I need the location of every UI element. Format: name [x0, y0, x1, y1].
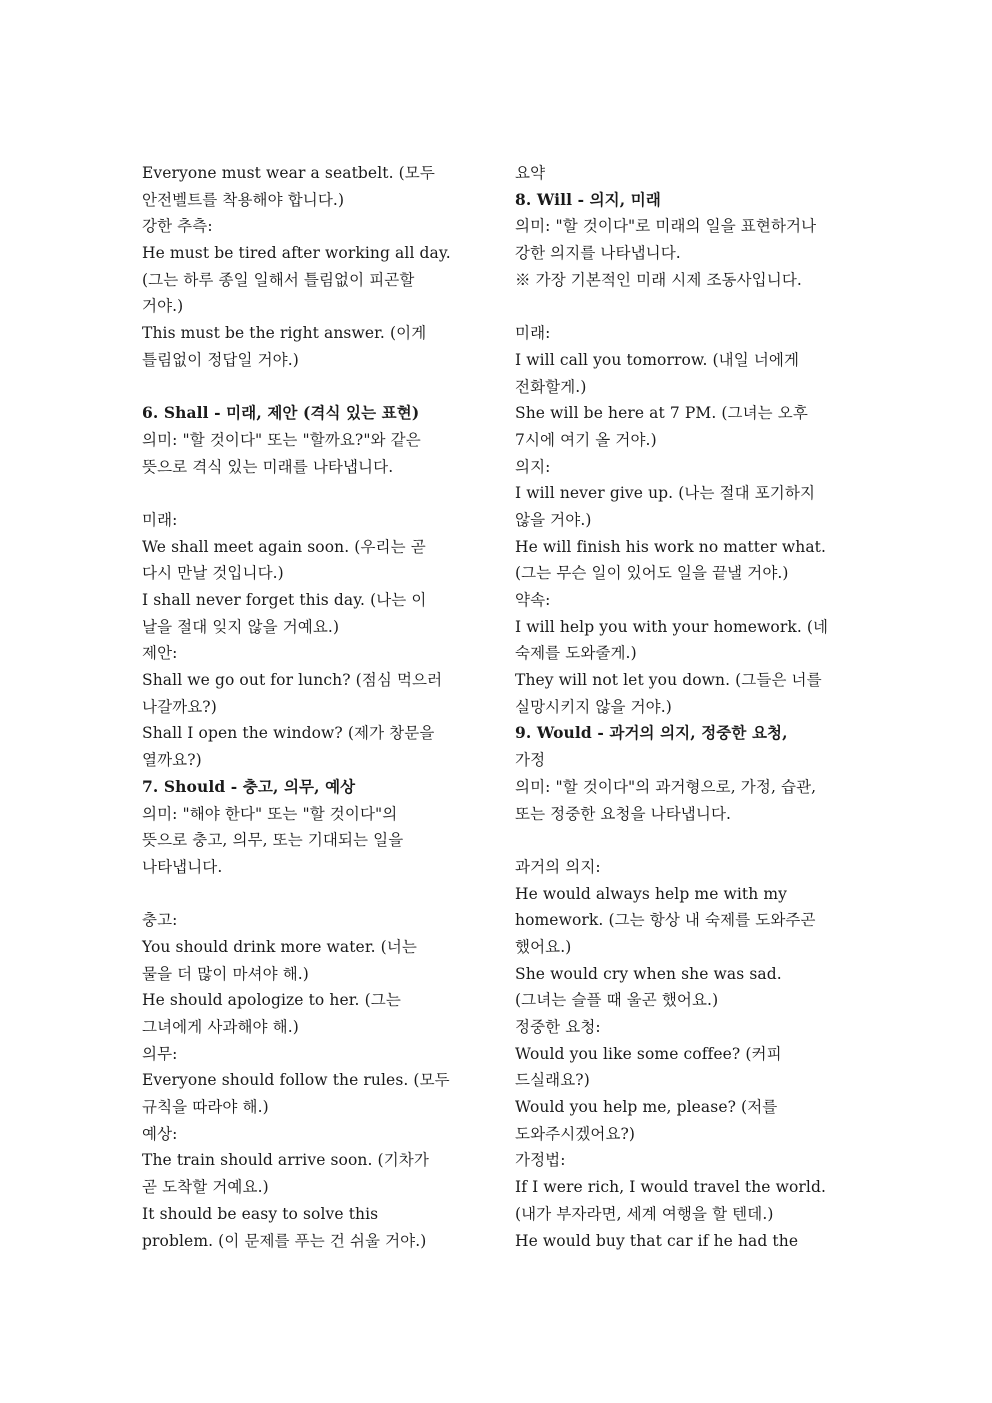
left-line: 충고: — [142, 911, 178, 930]
left-line: 다시 만날 것입니다.) — [142, 564, 284, 583]
right-line: I will help you with your homework. (네 — [515, 617, 829, 636]
left-line: 의미: "할 것이다" 또는 "할까요?"와 같은 — [142, 430, 421, 449]
right-line: 의지: — [515, 457, 551, 476]
right-line: He would always help me with my — [515, 884, 788, 903]
left-blank-line — [142, 480, 484, 507]
left-line: 날을 절대 잊지 않을 거예요.) — [142, 617, 340, 636]
left-line: 나갈까요?) — [142, 697, 217, 716]
left-line: Shall I open the window? (제가 창문을 — [142, 724, 435, 743]
right-line: (그는 무슨 일이 있어도 일을 끝낼 거야.) — [515, 564, 789, 583]
left-line: 틀림없이 정답일 거야.) — [142, 350, 299, 369]
left-line: We shall meet again soon. (우리는 곧 — [142, 537, 426, 556]
left-line: I shall never forget this day. (나는 이 — [142, 591, 427, 609]
right-line: homework. (그는 항상 내 숙제를 도와주곤 — [515, 911, 816, 930]
left-line: 안전벨트를 착용해야 합니다.) — [142, 190, 345, 209]
right-line: 약속: — [515, 591, 551, 609]
right-line: 정중한 요청: — [515, 1018, 601, 1036]
left-line: 예상: — [142, 1124, 178, 1143]
right-line: 숙제를 도와줄게.) — [515, 644, 637, 663]
left-line: The train should arrive soon. (기차가 — [142, 1151, 429, 1170]
right-line: ※ 가장 기본적인 미래 시제 조동사입니다. — [515, 270, 802, 289]
right-line: 실망시키지 않을 거야.) — [515, 697, 672, 716]
left-line: 의무: — [142, 1044, 178, 1063]
left-line: 물을 더 많이 마셔야 해.) — [142, 964, 309, 983]
left-line: 강한 추측: — [142, 217, 213, 236]
right-line: 의미: "할 것이다"의 과거형으로, 가정, 습관, — [515, 777, 817, 796]
right-line: 전화할게.) — [515, 377, 587, 396]
right-line: 7시에 여기 올 거야.) — [515, 430, 657, 449]
right-line: 과거의 의지: — [515, 857, 601, 876]
left-blank-line — [142, 374, 484, 401]
left-line: 제안: — [142, 644, 178, 663]
left-line: 곧 도착할 거예요.) — [142, 1178, 269, 1197]
right-line: 도와주시겠어요?) — [515, 1124, 636, 1143]
right-line: I will never give up. (나는 절대 포기하지 — [515, 484, 816, 503]
right-line: He would buy that car if he had the — [515, 1231, 799, 1250]
left-line: 거야.) — [142, 297, 184, 316]
right-line: 요약 — [515, 164, 546, 182]
left-text-column — [142, 160, 484, 1254]
left-line: 나타냅니다. — [142, 857, 223, 876]
right-line: I will call you tomorrow. (내일 너에게 — [515, 350, 800, 369]
left-line: 뜻으로 격식 있는 미래를 나타냅니다. — [142, 457, 394, 476]
left-line: 미래: — [142, 510, 178, 529]
right-line: Would you help me, please? (저를 — [515, 1098, 778, 1117]
left-line: 의미: "해야 한다" 또는 "할 것이다"의 — [142, 804, 398, 823]
left-line: You should drink more water. (너는 — [142, 937, 417, 956]
right-section-heading: 8. Will - 의지, 미래 — [515, 189, 661, 209]
left-line: It should be easy to solve this — [142, 1204, 379, 1223]
right-line: 했어요.) — [515, 937, 572, 956]
right-line: 않을 거야.) — [515, 510, 592, 529]
left-line: 그녀에게 사과해야 해.) — [142, 1018, 299, 1036]
right-line: They will not let you down. (그들은 너를 — [515, 671, 822, 690]
right-section-heading: 9. Would - 과거의 의지, 정중한 요청, — [515, 723, 788, 743]
right-blank-line — [515, 827, 860, 854]
left-line: Everyone must wear a seatbelt. (모두 — [142, 164, 435, 182]
right-line: 미래: — [515, 324, 551, 343]
left-section-heading: 7. Should - 충고, 의무, 예상 — [142, 776, 356, 796]
left-line: Everyone should follow the rules. (모두 — [142, 1071, 450, 1090]
right-line: Would you like some coffee? (커피 — [515, 1044, 782, 1063]
right-line: 가정법: — [515, 1151, 566, 1170]
right-line: 강한 의지를 나타냅니다. — [515, 244, 681, 263]
right-line: (내가 부자라면, 세계 여행을 할 텐데.) — [515, 1204, 774, 1223]
left-line: He should apologize to her. (그는 — [142, 991, 401, 1010]
right-line: 또는 정중한 요청을 나타냅니다. — [515, 804, 732, 823]
right-line: 가정 — [515, 751, 546, 770]
left-line: He must be tired after working all day. — [142, 244, 451, 263]
left-line: 규칙을 따라야 해.) — [142, 1098, 269, 1117]
right-line: 드실래요?) — [515, 1071, 590, 1090]
right-blank-line — [515, 293, 860, 320]
right-line: 의미: "할 것이다"로 미래의 일을 표현하거나 — [515, 217, 817, 236]
right-line: (그녀는 슬플 때 울곤 했어요.) — [515, 991, 719, 1010]
right-line: She would cry when she was sad. — [515, 964, 782, 983]
left-section-heading: 6. Shall - 미래, 제안 (격식 있는 표현) — [142, 403, 420, 423]
right-line: She will be here at 7 PM. (그녀는 오후 — [515, 404, 808, 423]
left-blank-line — [142, 881, 484, 908]
left-line: problem. (이 문제를 푸는 건 쉬울 거야.) — [142, 1231, 427, 1250]
left-line: This must be the right answer. (이게 — [142, 324, 427, 343]
left-line: 뜻으로 충고, 의무, 또는 기대되는 일을 — [142, 831, 404, 850]
left-line: (그는 하루 종일 일해서 틀림없이 피곤할 — [142, 270, 415, 289]
right-line: He will finish his work no matter what. — [515, 537, 827, 556]
left-line: Shall we go out for lunch? (점심 먹으러 — [142, 671, 443, 690]
right-line: If I were rich, I would travel the world. — [515, 1178, 827, 1197]
left-line: 열까요?) — [142, 751, 202, 770]
right-text-column — [515, 160, 860, 1254]
